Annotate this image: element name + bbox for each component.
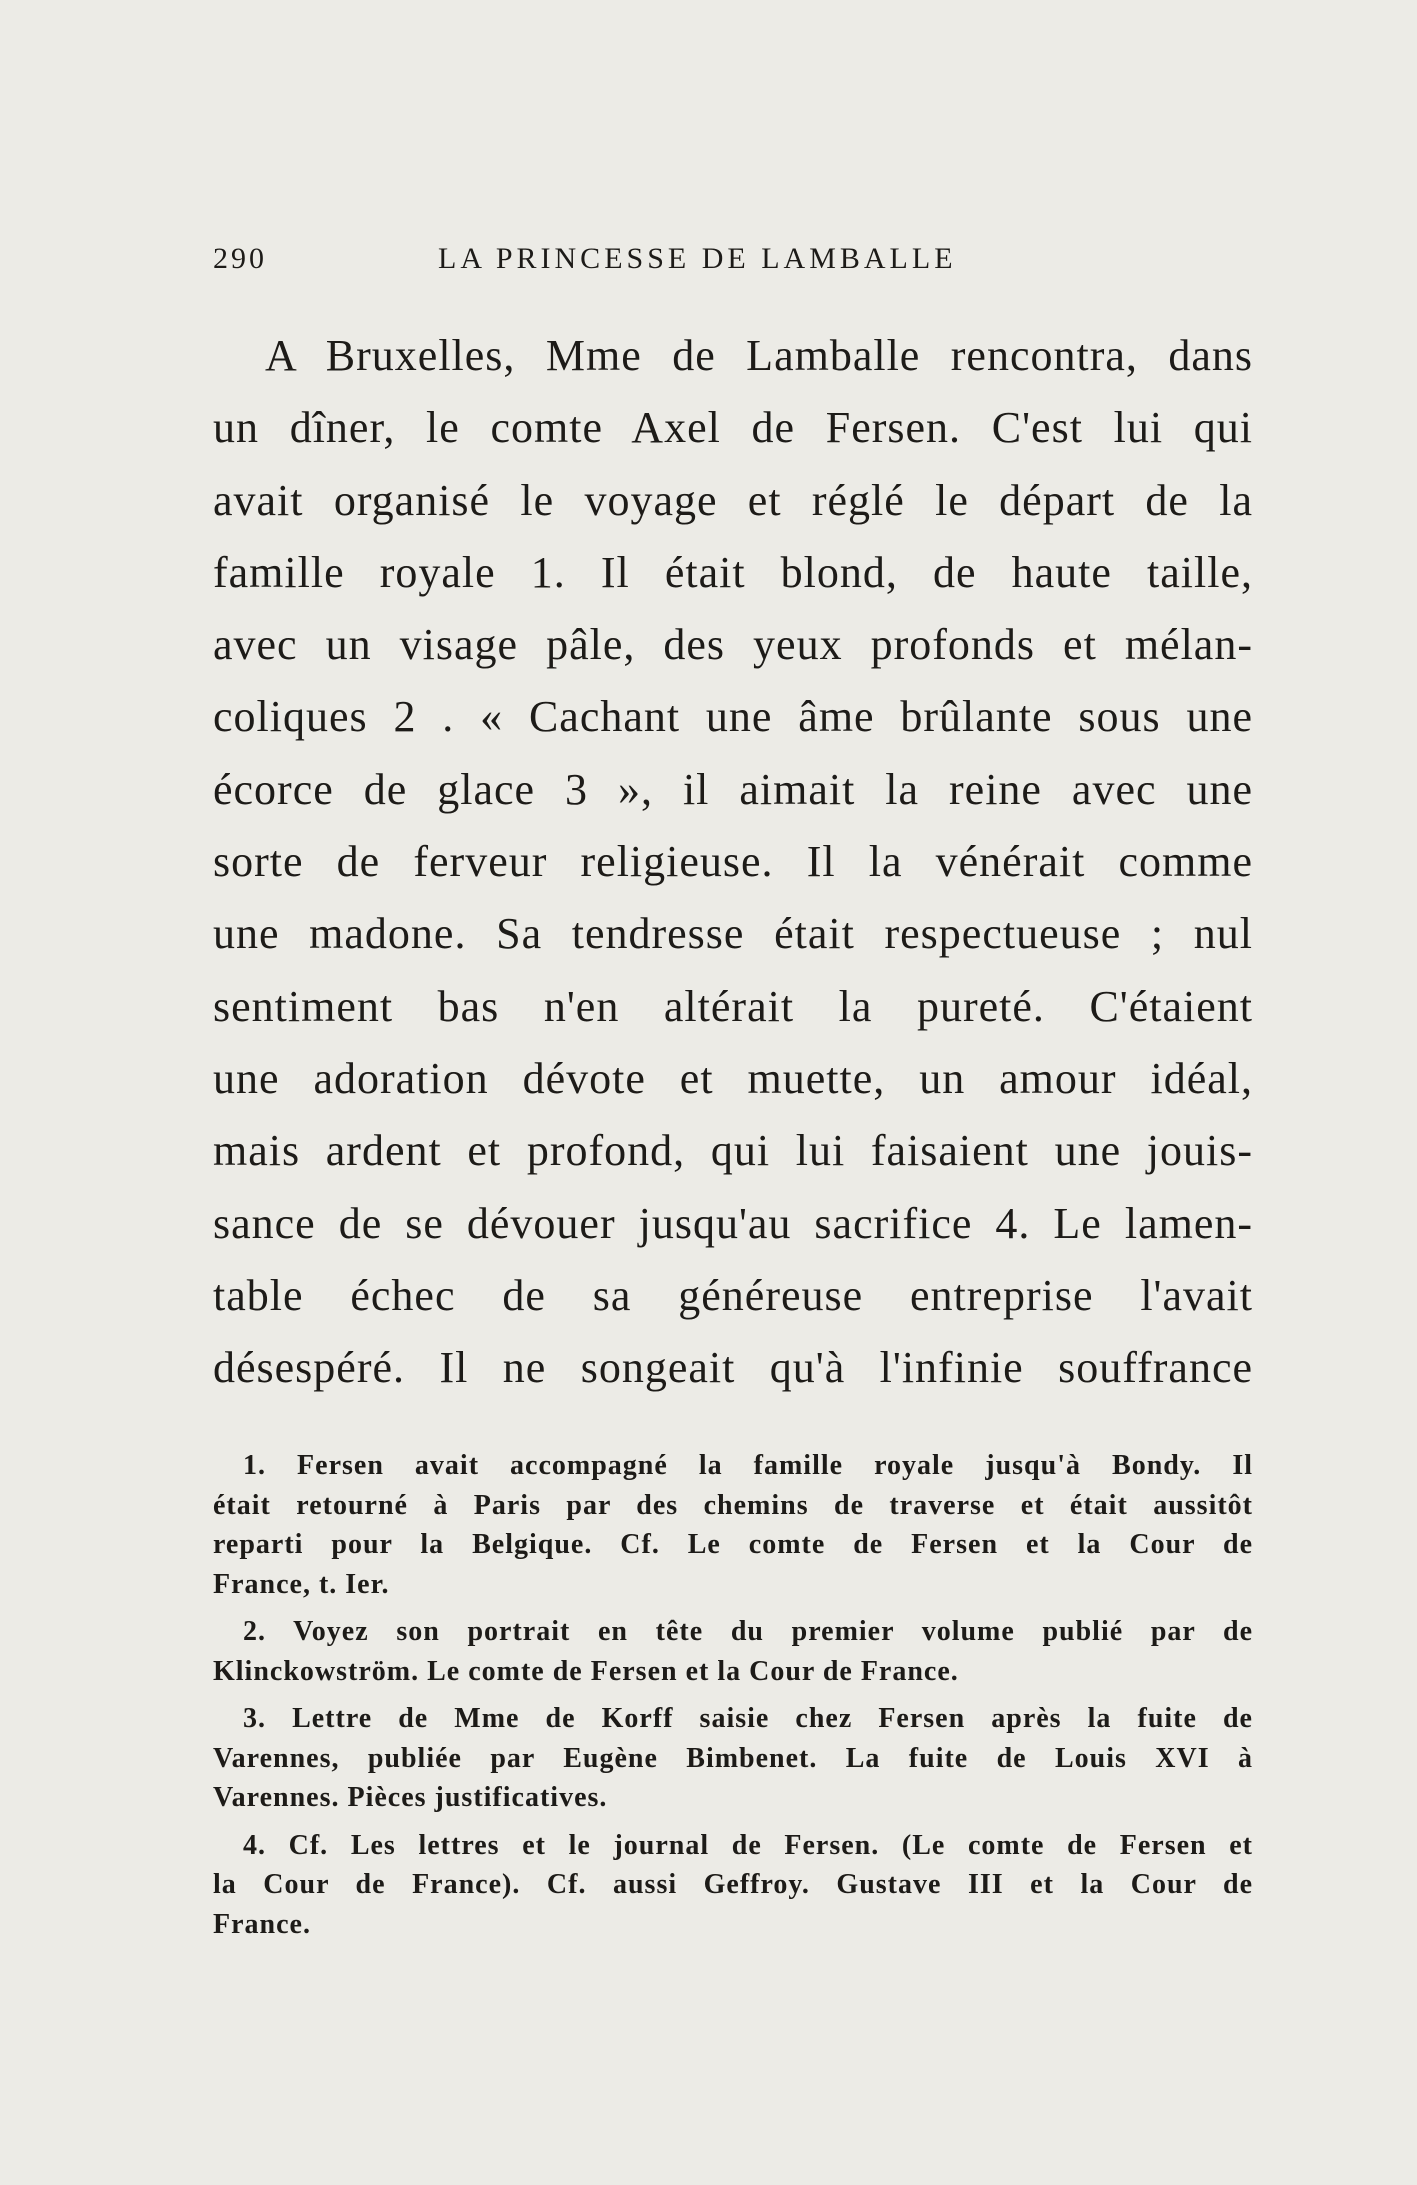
body-text bbox=[213, 320, 1253, 1404]
running-head: LA PRINCESSE DE LAMBALLE bbox=[438, 242, 957, 275]
body-line: mais ardent et profond, qui lui faisaient une jouis- bbox=[213, 1126, 1253, 1176]
footnote-line: Varennes, publiée par Eugène Bimbenet. La fuite de Louis XVI à bbox=[213, 1742, 1253, 1774]
footnote-line: la Cour de France). Cf. aussi Geffroy. Gustave III et la Cour de bbox=[213, 1869, 1253, 1900]
body-line: écorce de glace 3 », il aimait la reine avec une bbox=[213, 764, 1253, 814]
body-line: une adoration dévote et muette, un amour idéal, bbox=[213, 1053, 1253, 1103]
body-line: avec un visage pâle, des yeux profonds et mélan- bbox=[213, 620, 1253, 670]
body-line: désespéré. Il ne songeait qu'à l'infinie souffrance bbox=[213, 1343, 1253, 1393]
footnote-line: 1. Fersen avait accompagné la famille royale jusqu'à Bondy. Il bbox=[243, 1450, 1253, 1481]
footnotes bbox=[213, 1446, 1253, 1952]
footnote-line: France, t. Ier. bbox=[213, 1568, 390, 1600]
footnote-line: 4. Cf. Les lettres et le journal de Fersen. (Le comte de Fersen et bbox=[243, 1829, 1253, 1861]
body-line: sentiment bas n'en altérait la pureté. C'étaient bbox=[213, 981, 1253, 1031]
body-line: famille royale 1. Il était blond, de haute taille, bbox=[213, 547, 1253, 597]
body-line: sorte de ferveur religieuse. Il la vénérait comme bbox=[213, 837, 1253, 887]
footnote-line: France. bbox=[213, 1908, 311, 1940]
footnote-line: reparti pour la Belgique. Cf. Le comte de Fersen et la Cour de bbox=[213, 1529, 1253, 1560]
body-line: table échec de sa généreuse entreprise l'avait bbox=[213, 1270, 1253, 1320]
footnote-line: 3. Lettre de Mme de Korff saisie chez Fersen après la fuite de bbox=[243, 1703, 1253, 1734]
footnote-4 bbox=[213, 1826, 1253, 1945]
footnote-3 bbox=[213, 1699, 1253, 1818]
footnote-line: Varennes. Pièces justificatives. bbox=[213, 1782, 608, 1813]
page-number: 290 bbox=[213, 242, 267, 275]
body-line: coliques 2 . « Cachant une âme brûlante sous une bbox=[213, 692, 1253, 742]
body-line: sance de se dévouer jusqu'au sacrifice 4. Le lamen- bbox=[213, 1198, 1253, 1248]
body-line: avait organisé le voyage et réglé le départ de la bbox=[213, 475, 1253, 525]
body-line: un dîner, le comte Axel de Fersen. C'est lui qui bbox=[213, 403, 1253, 453]
footnote-1 bbox=[213, 1446, 1253, 1604]
footnote-line: Klinckowström. Le comte de Fersen et la Cour de France. bbox=[213, 1655, 959, 1687]
body-line: A Bruxelles, Mme de Lamballe rencontra, dans bbox=[265, 331, 1253, 380]
footnote-line: était retourné à Paris par des chemins de traverse et était aussitôt bbox=[213, 1489, 1253, 1521]
body-line: une madone. Sa tendresse était respectueuse ; nul bbox=[213, 909, 1253, 959]
page-header bbox=[213, 242, 1253, 282]
footnote-2 bbox=[213, 1612, 1253, 1691]
footnote-line: 2. Voyez son portrait en tête du premier volume publié par de bbox=[243, 1616, 1253, 1647]
